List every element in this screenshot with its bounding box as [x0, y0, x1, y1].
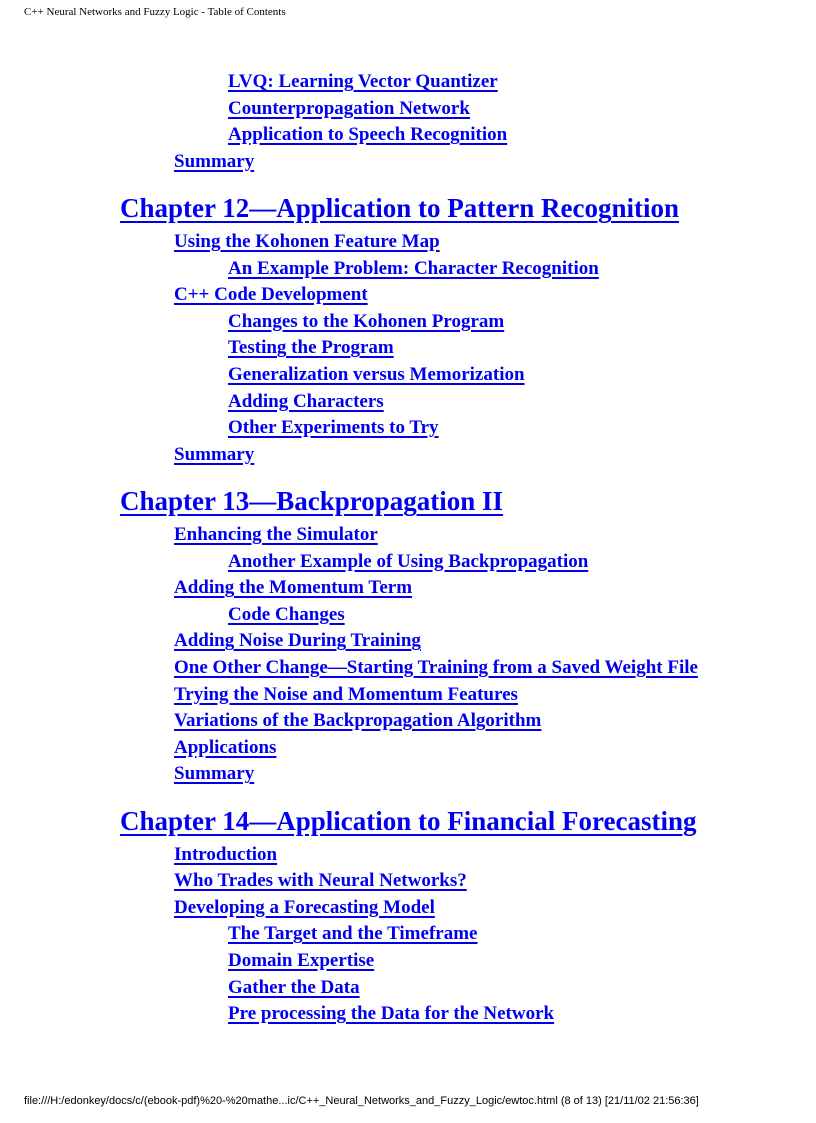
toc-link[interactable]: Applications [174, 736, 277, 758]
toc-link[interactable]: Generalization versus Memorization [228, 364, 525, 385]
toc-link[interactable]: Adding Characters [228, 390, 384, 412]
toc-link[interactable]: Developing a Forecasting Model [174, 896, 435, 918]
toc-link[interactable]: Summary [174, 150, 255, 172]
toc-link[interactable]: LVQ: Learning Vector Quantizer [228, 71, 498, 92]
page-footer-path: file:///H:/edonkey/docs/c/(ebook-pdf)%20-%20mathe...ic/C++_Neural_Networks_and_Fuzzy_Logic/ewtoc.html (8 of 13) [21/11/02 21:56:36] [24, 1095, 699, 1107]
toc-link[interactable]: C++ Code Development [174, 284, 368, 306]
toc-link[interactable]: Who Trades with Neural Networks? [174, 870, 467, 892]
toc-link[interactable]: Application to Speech Recognition [228, 124, 508, 146]
toc-link[interactable]: Domain Expertise [228, 950, 375, 971]
toc-link[interactable]: Enhancing the Simulator [174, 524, 378, 545]
toc-link[interactable]: Pre processing the Data for the Network [228, 1003, 555, 1025]
toc-link[interactable]: Another Example of Using Backpropagation [228, 550, 589, 572]
page-header-title: C++ Neural Networks and Fuzzy Logic - Table of Contents [24, 6, 286, 18]
toc-link[interactable]: Gather the Data [228, 976, 360, 998]
toc-link[interactable]: Summary [174, 443, 255, 465]
toc-link[interactable]: The Target and the Timeframe [228, 923, 478, 945]
toc-link[interactable]: Counterpropagation Network [228, 97, 470, 119]
toc-link[interactable]: Using the Kohonen Feature Map [174, 231, 440, 252]
toc-link[interactable]: Adding Noise During Training [174, 630, 421, 652]
toc-link[interactable]: Code Changes [228, 603, 345, 625]
chapter-link[interactable]: Chapter 14—Application to Financial Forecasting [120, 806, 697, 836]
toc-link[interactable]: Trying the Noise and Momentum Features [174, 683, 518, 705]
toc-link[interactable]: Testing the Program [228, 337, 394, 359]
toc-link[interactable]: Introduction [174, 843, 278, 865]
toc-link[interactable]: Adding the Momentum Term [174, 577, 413, 599]
chapter-link[interactable]: Chapter 13—Backpropagation II [120, 486, 504, 517]
toc-link[interactable]: Summary [174, 763, 255, 785]
toc-link[interactable]: Other Experiments to Try [228, 417, 439, 439]
toc-link[interactable]: An Example Problem: Character Recognition [228, 257, 599, 279]
chapter-link[interactable]: Chapter 12—Application to Pattern Recognition [120, 193, 679, 224]
toc-link[interactable]: Variations of the Backpropagation Algorithm [174, 710, 542, 732]
toc-link[interactable]: One Other Change—Starting Training from a Saved Weight File [174, 657, 698, 678]
toc-link[interactable]: Changes to the Kohonen Program [228, 310, 505, 332]
